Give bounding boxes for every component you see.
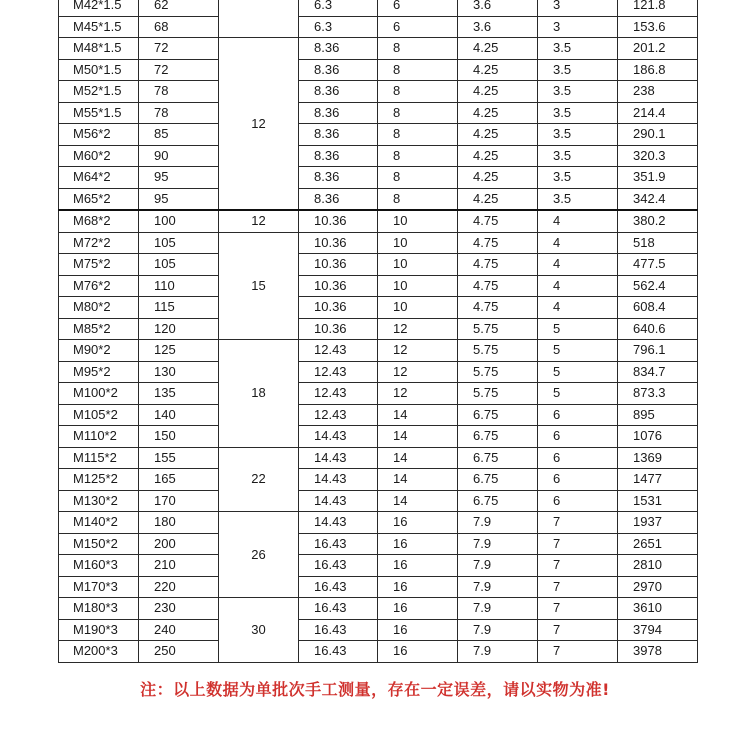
group-cell: 26 [219, 512, 299, 598]
table-row [59, 576, 698, 598]
value-cell: 5.75 [458, 318, 538, 340]
value-cell: 8.36 [299, 145, 378, 167]
value-cell: 7 [538, 641, 618, 663]
value-cell: 10 [378, 232, 458, 254]
value-cell: 7.9 [458, 641, 538, 663]
value-cell: 16 [378, 512, 458, 534]
value-cell: 14 [378, 490, 458, 512]
value-cell: 2810 [618, 555, 698, 577]
table-row [59, 641, 698, 663]
value-cell: 7.9 [458, 576, 538, 598]
value-cell: 12.43 [299, 361, 378, 383]
value-cell: 186.8 [618, 59, 698, 81]
size-cell: M190*3 [59, 619, 139, 641]
value-cell: 5.75 [458, 340, 538, 362]
value-cell: 3.5 [538, 188, 618, 210]
value-cell: 4 [538, 275, 618, 297]
value-cell: 240 [139, 619, 219, 641]
value-cell: 170 [139, 490, 219, 512]
value-cell: 10 [378, 275, 458, 297]
value-cell: 8.36 [299, 38, 378, 60]
value-cell: 201.2 [618, 38, 698, 60]
value-cell: 12.43 [299, 383, 378, 405]
value-cell: 1369 [618, 447, 698, 469]
value-cell: 3.5 [538, 124, 618, 146]
table-row [59, 490, 698, 512]
table-row [59, 447, 698, 469]
value-cell: 3.5 [538, 38, 618, 60]
value-cell: 105 [139, 254, 219, 276]
value-cell: 6.75 [458, 447, 538, 469]
value-cell: 3.5 [538, 167, 618, 189]
value-cell: 62 [139, 0, 219, 16]
value-cell: 8.36 [299, 124, 378, 146]
table-row [59, 340, 698, 362]
size-cell: M85*2 [59, 318, 139, 340]
value-cell: 140 [139, 404, 219, 426]
value-cell: 1937 [618, 512, 698, 534]
table-row [59, 167, 698, 189]
value-cell: 125 [139, 340, 219, 362]
table-row [59, 81, 698, 103]
value-cell: 8 [378, 124, 458, 146]
value-cell: 8.36 [299, 167, 378, 189]
value-cell: 16.43 [299, 576, 378, 598]
value-cell: 8 [378, 59, 458, 81]
value-cell: 10 [378, 297, 458, 319]
value-cell: 10.36 [299, 232, 378, 254]
value-cell: 180 [139, 512, 219, 534]
table-row [59, 619, 698, 641]
value-cell: 121.8 [618, 0, 698, 16]
group-cell: 22 [219, 447, 299, 512]
value-cell: 16 [378, 576, 458, 598]
value-cell: 72 [139, 59, 219, 81]
disclaimer-note: 注：以上数据为单批次手工测量，存在一定误差，请以实物为准! [140, 680, 610, 699]
value-cell: 214.4 [618, 102, 698, 124]
value-cell: 78 [139, 81, 219, 103]
size-cell: M100*2 [59, 383, 139, 405]
value-cell: 8.36 [299, 59, 378, 81]
value-cell: 3794 [618, 619, 698, 641]
value-cell: 210 [139, 555, 219, 577]
value-cell: 4.75 [458, 232, 538, 254]
value-cell: 12 [378, 318, 458, 340]
value-cell: 8 [378, 81, 458, 103]
value-cell: 14 [378, 447, 458, 469]
value-cell: 16.43 [299, 533, 378, 555]
group-cell [219, 0, 299, 38]
value-cell: 100 [139, 210, 219, 232]
value-cell: 153.6 [618, 16, 698, 38]
value-cell: 85 [139, 124, 219, 146]
size-cell: M56*2 [59, 124, 139, 146]
table-row [59, 361, 698, 383]
value-cell: 10.36 [299, 254, 378, 276]
table-row [59, 102, 698, 124]
value-cell: 7 [538, 576, 618, 598]
table-row [59, 210, 698, 232]
value-cell: 5 [538, 318, 618, 340]
value-cell: 5 [538, 340, 618, 362]
value-cell: 4.25 [458, 59, 538, 81]
value-cell: 7.9 [458, 555, 538, 577]
value-cell: 8.36 [299, 81, 378, 103]
value-cell: 250 [139, 641, 219, 663]
value-cell: 68 [139, 16, 219, 38]
value-cell: 115 [139, 297, 219, 319]
table-row [59, 16, 698, 38]
table-row [59, 254, 698, 276]
value-cell: 14.43 [299, 447, 378, 469]
size-cell: M200*3 [59, 641, 139, 663]
value-cell: 16 [378, 598, 458, 620]
value-cell: 290.1 [618, 124, 698, 146]
value-cell: 8 [378, 167, 458, 189]
table-row [59, 383, 698, 405]
table-row [59, 404, 698, 426]
value-cell: 8 [378, 145, 458, 167]
value-cell: 4.25 [458, 124, 538, 146]
table-row [59, 318, 698, 340]
value-cell: 3.6 [458, 0, 538, 16]
size-cell: M42*1.5 [59, 0, 139, 16]
value-cell: 7 [538, 619, 618, 641]
value-cell: 14 [378, 426, 458, 448]
value-cell: 6.3 [299, 16, 378, 38]
value-cell: 16.43 [299, 641, 378, 663]
table-row [59, 0, 698, 16]
size-cell: M48*1.5 [59, 38, 139, 60]
value-cell: 155 [139, 447, 219, 469]
value-cell: 7.9 [458, 598, 538, 620]
value-cell: 220 [139, 576, 219, 598]
value-cell: 320.3 [618, 145, 698, 167]
size-cell: M68*2 [59, 210, 139, 232]
value-cell: 380.2 [618, 210, 698, 232]
table-row [59, 512, 698, 534]
size-cell: M140*2 [59, 512, 139, 534]
size-cell: M76*2 [59, 275, 139, 297]
value-cell: 6 [538, 469, 618, 491]
value-cell: 90 [139, 145, 219, 167]
value-cell: 4 [538, 232, 618, 254]
value-cell: 3 [538, 16, 618, 38]
value-cell: 95 [139, 167, 219, 189]
table-row [59, 38, 698, 60]
size-cell: M150*2 [59, 533, 139, 555]
size-cell: M125*2 [59, 469, 139, 491]
value-cell: 6 [538, 404, 618, 426]
value-cell: 5.75 [458, 361, 538, 383]
size-cell: M80*2 [59, 297, 139, 319]
value-cell: 200 [139, 533, 219, 555]
size-cell: M52*1.5 [59, 81, 139, 103]
value-cell: 10.36 [299, 275, 378, 297]
value-cell: 16.43 [299, 619, 378, 641]
value-cell: 4.75 [458, 297, 538, 319]
value-cell: 12 [378, 383, 458, 405]
size-cell: M75*2 [59, 254, 139, 276]
value-cell: 3.5 [538, 81, 618, 103]
value-cell: 3.5 [538, 59, 618, 81]
value-cell: 6.75 [458, 404, 538, 426]
value-cell: 351.9 [618, 167, 698, 189]
value-cell: 6.75 [458, 426, 538, 448]
value-cell: 14 [378, 404, 458, 426]
group-cell: 30 [219, 598, 299, 663]
value-cell: 895 [618, 404, 698, 426]
value-cell: 72 [139, 38, 219, 60]
size-cell: M55*1.5 [59, 102, 139, 124]
value-cell: 8 [378, 188, 458, 210]
value-cell: 16.43 [299, 555, 378, 577]
value-cell: 10.36 [299, 318, 378, 340]
table-row [59, 469, 698, 491]
value-cell: 4.25 [458, 81, 538, 103]
value-cell: 120 [139, 318, 219, 340]
table-row [59, 232, 698, 254]
size-cell: M64*2 [59, 167, 139, 189]
value-cell: 5.75 [458, 383, 538, 405]
value-cell: 14.43 [299, 426, 378, 448]
value-cell: 873.3 [618, 383, 698, 405]
value-cell: 4 [538, 297, 618, 319]
value-cell: 12 [378, 340, 458, 362]
size-cell: M60*2 [59, 145, 139, 167]
value-cell: 4.25 [458, 102, 538, 124]
value-cell: 7 [538, 598, 618, 620]
value-cell: 10.36 [299, 297, 378, 319]
value-cell: 6.75 [458, 490, 538, 512]
table-row [59, 555, 698, 577]
value-cell: 14 [378, 469, 458, 491]
value-cell: 6 [538, 490, 618, 512]
value-cell: 8 [378, 102, 458, 124]
value-cell: 4.25 [458, 38, 538, 60]
table-row [59, 124, 698, 146]
size-cell: M170*3 [59, 576, 139, 598]
value-cell: 562.4 [618, 275, 698, 297]
value-cell: 8 [378, 38, 458, 60]
value-cell: 95 [139, 188, 219, 210]
value-cell: 14.43 [299, 469, 378, 491]
value-cell: 105 [139, 232, 219, 254]
value-cell: 7.9 [458, 512, 538, 534]
value-cell: 2970 [618, 576, 698, 598]
value-cell: 3.5 [538, 102, 618, 124]
value-cell: 12 [378, 361, 458, 383]
value-cell: 4.25 [458, 188, 538, 210]
value-cell: 14.43 [299, 490, 378, 512]
size-cell: M72*2 [59, 232, 139, 254]
value-cell: 10 [378, 210, 458, 232]
group-cell: 18 [219, 340, 299, 448]
value-cell: 4 [538, 254, 618, 276]
value-cell: 130 [139, 361, 219, 383]
value-cell: 6 [538, 447, 618, 469]
value-cell: 14.43 [299, 512, 378, 534]
group-cell: 12 [219, 38, 299, 211]
value-cell: 608.4 [618, 297, 698, 319]
size-cell: M65*2 [59, 188, 139, 210]
size-cell: M115*2 [59, 447, 139, 469]
value-cell: 477.5 [618, 254, 698, 276]
table-row [59, 59, 698, 81]
value-cell: 6 [538, 426, 618, 448]
value-cell: 640.6 [618, 318, 698, 340]
value-cell: 12.43 [299, 404, 378, 426]
value-cell: 7 [538, 512, 618, 534]
value-cell: 4.25 [458, 145, 538, 167]
value-cell: 10.36 [299, 210, 378, 232]
size-cell: M110*2 [59, 426, 139, 448]
value-cell: 1477 [618, 469, 698, 491]
value-cell: 4.75 [458, 210, 538, 232]
value-cell: 834.7 [618, 361, 698, 383]
value-cell: 6.75 [458, 469, 538, 491]
value-cell: 16 [378, 555, 458, 577]
value-cell: 3.6 [458, 16, 538, 38]
value-cell: 7.9 [458, 619, 538, 641]
value-cell: 342.4 [618, 188, 698, 210]
value-cell: 7 [538, 555, 618, 577]
value-cell: 16 [378, 641, 458, 663]
value-cell: 16.43 [299, 598, 378, 620]
size-cell: M95*2 [59, 361, 139, 383]
table-row [59, 145, 698, 167]
value-cell: 8.36 [299, 188, 378, 210]
value-cell: 238 [618, 81, 698, 103]
value-cell: 4.25 [458, 167, 538, 189]
value-cell: 3978 [618, 641, 698, 663]
value-cell: 6 [378, 0, 458, 16]
value-cell: 16 [378, 533, 458, 555]
size-cell: M90*2 [59, 340, 139, 362]
value-cell: 3.5 [538, 145, 618, 167]
size-cell: M130*2 [59, 490, 139, 512]
value-cell: 6.3 [299, 0, 378, 16]
table-row [59, 275, 698, 297]
value-cell: 110 [139, 275, 219, 297]
size-cell: M50*1.5 [59, 59, 139, 81]
table-row [59, 598, 698, 620]
value-cell: 150 [139, 426, 219, 448]
group-cell: 12 [219, 210, 299, 232]
size-cell: M105*2 [59, 404, 139, 426]
table-row [59, 533, 698, 555]
value-cell: 10 [378, 254, 458, 276]
table-row [59, 297, 698, 319]
value-cell: 796.1 [618, 340, 698, 362]
value-cell: 4 [538, 210, 618, 232]
table-row [59, 188, 698, 210]
spec-table-body [59, 0, 698, 662]
value-cell: 7.9 [458, 533, 538, 555]
value-cell: 4.75 [458, 275, 538, 297]
value-cell: 1531 [618, 490, 698, 512]
value-cell: 3610 [618, 598, 698, 620]
value-cell: 6 [378, 16, 458, 38]
size-cell: M160*3 [59, 555, 139, 577]
spec-table [58, 0, 698, 663]
size-cell: M45*1.5 [59, 16, 139, 38]
value-cell: 12.43 [299, 340, 378, 362]
value-cell: 7 [538, 533, 618, 555]
value-cell: 78 [139, 102, 219, 124]
value-cell: 135 [139, 383, 219, 405]
value-cell: 5 [538, 383, 618, 405]
value-cell: 4.75 [458, 254, 538, 276]
table-row [59, 426, 698, 448]
value-cell: 518 [618, 232, 698, 254]
value-cell: 5 [538, 361, 618, 383]
value-cell: 8.36 [299, 102, 378, 124]
value-cell: 165 [139, 469, 219, 491]
value-cell: 3 [538, 0, 618, 16]
value-cell: 2651 [618, 533, 698, 555]
value-cell: 1076 [618, 426, 698, 448]
value-cell: 230 [139, 598, 219, 620]
value-cell: 16 [378, 619, 458, 641]
group-cell: 15 [219, 232, 299, 340]
size-cell: M180*3 [59, 598, 139, 620]
